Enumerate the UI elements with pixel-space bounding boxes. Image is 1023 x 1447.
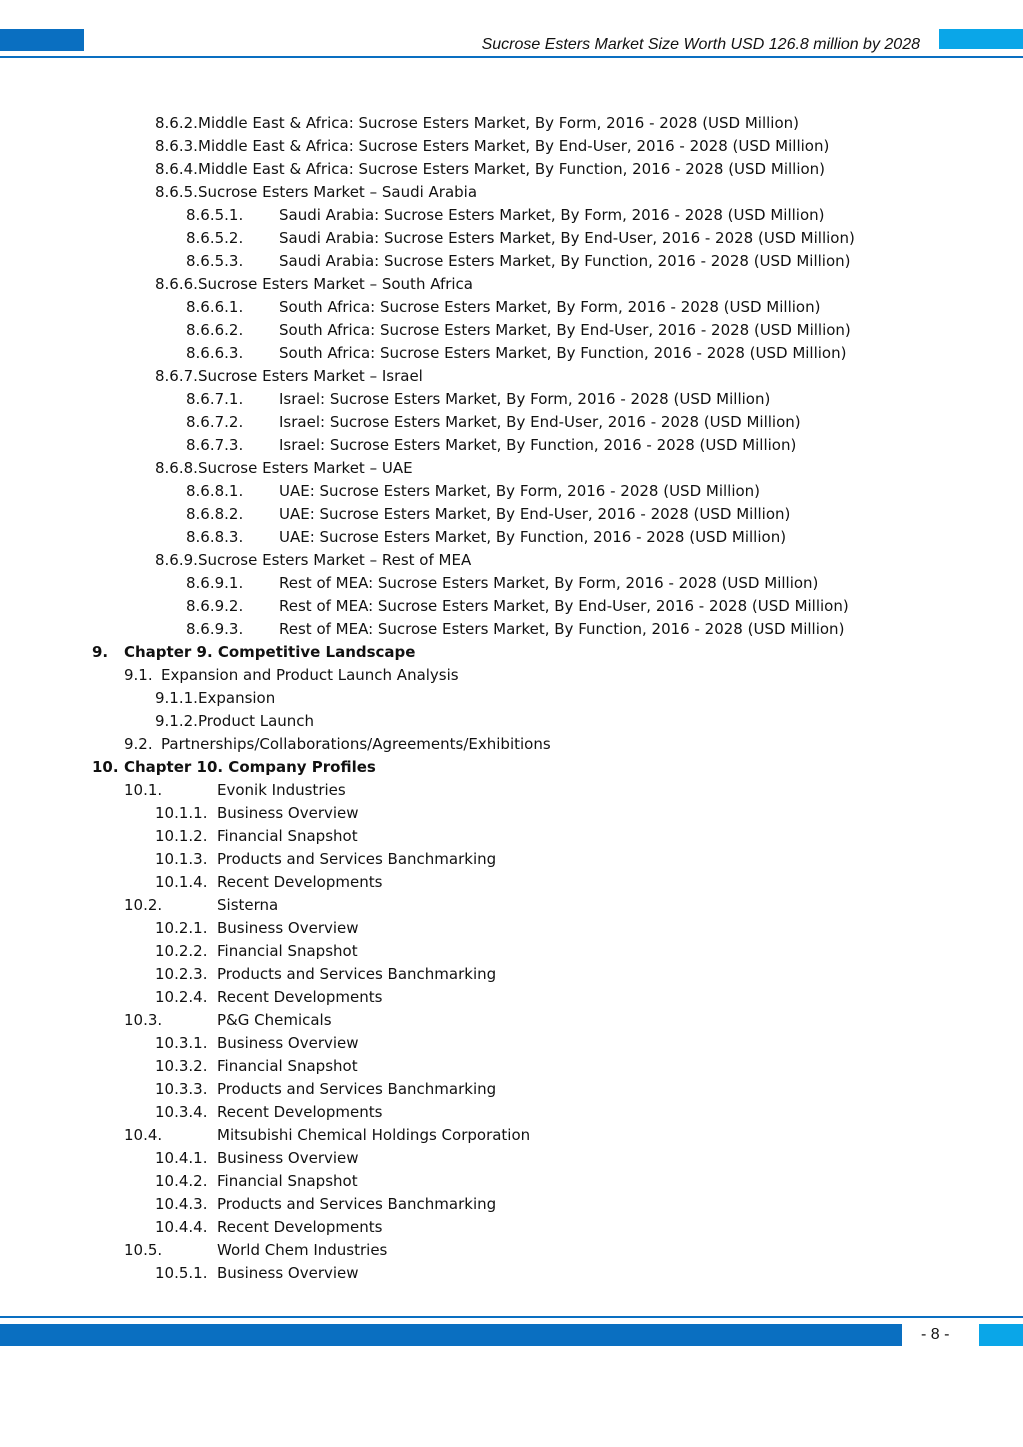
toc-entry [0, 756, 1023, 779]
toc-entry-title: UAE: Sucrose Esters Market, By End-User, 2016 - 2028 (USD Million) [279, 505, 791, 523]
toc-entry-title: Sucrose Esters Market – Rest of MEA [198, 551, 472, 569]
toc-entry [0, 273, 1023, 296]
toc-entry-title: Business Overview [217, 1034, 359, 1052]
toc-entry-number: 8.6.7.2. [186, 413, 244, 431]
toc-entry-number: 8.6.7. [155, 367, 198, 385]
toc-entry-title: World Chem Industries [217, 1241, 388, 1259]
toc-entry-title: Business Overview [217, 1264, 359, 1282]
toc-entry [0, 411, 1023, 434]
footer-accent-right [979, 1324, 1023, 1346]
toc-entry-title: Israel: Sucrose Esters Market, By Form, 2016 - 2028 (USD Million) [279, 390, 771, 408]
toc-entry-title: South Africa: Sucrose Esters Market, By Form, 2016 - 2028 (USD Million) [279, 298, 821, 316]
toc-entry [0, 940, 1023, 963]
toc-entry [0, 480, 1023, 503]
toc-entry-number: 9.1. [124, 666, 153, 684]
toc-entry-title: Sucrose Esters Market – Saudi Arabia [198, 183, 478, 201]
toc-entry-title: Sucrose Esters Market – Israel [198, 367, 423, 385]
toc-entry-title: Financial Snapshot [217, 1057, 358, 1075]
toc-entry-title: Rest of MEA: Sucrose Esters Market, By End-User, 2016 - 2028 (USD Million) [279, 597, 849, 615]
toc-entry [0, 1009, 1023, 1032]
header-rule [0, 56, 1023, 58]
toc-entry-title: Financial Snapshot [217, 827, 358, 845]
toc-entry-number: 9. [92, 643, 109, 661]
toc-entry [0, 457, 1023, 480]
toc-entry [0, 1147, 1023, 1170]
toc-entry-title: Israel: Sucrose Esters Market, By End-User, 2016 - 2028 (USD Million) [279, 413, 801, 431]
toc-entry-number: 8.6.8. [155, 459, 198, 477]
toc-entry-title: Expansion and Product Launch Analysis [161, 666, 459, 684]
toc-entry-title: UAE: Sucrose Esters Market, By Function, 2016 - 2028 (USD Million) [279, 528, 787, 546]
toc-entry [0, 250, 1023, 273]
toc-entry-number: 10.3.3. [155, 1080, 208, 1098]
toc-entry-number: 10.1.3. [155, 850, 208, 868]
toc-entry-title: Saudi Arabia: Sucrose Esters Market, By Function, 2016 - 2028 (USD Million) [279, 252, 851, 270]
toc-entry-number: 10.2.4. [155, 988, 208, 1006]
toc-entry [0, 158, 1023, 181]
toc-entry-number: 9.1.1. [155, 689, 198, 707]
toc-entry-title: Evonik Industries [217, 781, 346, 799]
toc-entry [0, 388, 1023, 411]
toc-entry-title: Saudi Arabia: Sucrose Esters Market, By Form, 2016 - 2028 (USD Million) [279, 206, 825, 224]
toc-entry [0, 664, 1023, 687]
toc-entry-number: 8.6.6.1. [186, 298, 244, 316]
toc-entry-title: South Africa: Sucrose Esters Market, By Function, 2016 - 2028 (USD Million) [279, 344, 847, 362]
toc-entry [0, 204, 1023, 227]
toc-entry-title: UAE: Sucrose Esters Market, By Form, 2016 - 2028 (USD Million) [279, 482, 761, 500]
toc-entry-number: 10.5. [124, 1241, 163, 1259]
toc-entry-number: 8.6.9.3. [186, 620, 244, 638]
toc-entry [0, 1078, 1023, 1101]
toc-entry [0, 779, 1023, 802]
toc-entry-number: 8.6.3. [155, 137, 198, 155]
toc-entry [0, 365, 1023, 388]
toc-entry-title: Recent Developments [217, 1218, 383, 1236]
toc-entry-number: 8.6.2. [155, 114, 198, 132]
toc-entry-number: 10.4. [124, 1126, 163, 1144]
toc-entry-title: Recent Developments [217, 873, 383, 891]
toc-entry [0, 135, 1023, 158]
toc-entry-number: 9.1.2. [155, 712, 198, 730]
header-accent-left [0, 29, 84, 51]
toc-entry [0, 1032, 1023, 1055]
toc-entry-title: Rest of MEA: Sucrose Esters Market, By Form, 2016 - 2028 (USD Million) [279, 574, 819, 592]
toc-entry-title: Products and Services Banchmarking [217, 1195, 497, 1213]
toc-entry [0, 963, 1023, 986]
toc-entry-title: Recent Developments [217, 988, 383, 1006]
toc-entry-number: 10. [92, 758, 119, 776]
toc-entry-number: 8.6.6.2. [186, 321, 244, 339]
toc-entry-title: Chapter 9. Competitive Landscape [124, 643, 416, 661]
toc-entry-number: 10.3.2. [155, 1057, 208, 1075]
toc-entry [0, 503, 1023, 526]
toc-entry-number: 8.6.8.3. [186, 528, 244, 546]
toc-entry-number: 10.1.4. [155, 873, 208, 891]
toc-entry-number: 8.6.4. [155, 160, 198, 178]
toc-entry-number: 8.6.5. [155, 183, 198, 201]
toc-entry-number: 10.1.2. [155, 827, 208, 845]
toc-entry [0, 434, 1023, 457]
toc-entry-title: Products and Services Banchmarking [217, 965, 497, 983]
table-of-contents [0, 112, 1023, 1285]
toc-entry-number: 10.4.3. [155, 1195, 208, 1213]
toc-entry-number: 8.6.9.2. [186, 597, 244, 615]
toc-entry-title: Products and Services Banchmarking [217, 850, 497, 868]
toc-entry [0, 1239, 1023, 1262]
toc-entry [0, 641, 1023, 664]
header-accent-right [939, 29, 1023, 49]
toc-entry [0, 710, 1023, 733]
toc-entry [0, 871, 1023, 894]
toc-entry [0, 802, 1023, 825]
toc-entry [0, 112, 1023, 135]
toc-entry [0, 549, 1023, 572]
toc-entry-title: Business Overview [217, 919, 359, 937]
toc-entry [0, 917, 1023, 940]
toc-entry [0, 572, 1023, 595]
toc-entry-title: Middle East & Africa: Sucrose Esters Market, By Function, 2016 - 2028 (USD Million) [198, 160, 826, 178]
toc-entry-title: Middle East & Africa: Sucrose Esters Market, By Form, 2016 - 2028 (USD Million) [198, 114, 800, 132]
toc-entry [0, 227, 1023, 250]
toc-entry-number: 8.6.6.3. [186, 344, 244, 362]
toc-entry-title: Business Overview [217, 1149, 359, 1167]
toc-entry [0, 687, 1023, 710]
toc-entry-title: Middle East & Africa: Sucrose Esters Market, By End-User, 2016 - 2028 (USD Million) [198, 137, 830, 155]
toc-entry-number: 8.6.8.2. [186, 505, 244, 523]
toc-entry-number: 10.2.2. [155, 942, 208, 960]
footer-rule [0, 1316, 1023, 1318]
toc-entry-number: 10.3. [124, 1011, 163, 1029]
toc-entry-title: Financial Snapshot [217, 1172, 358, 1190]
toc-entry [0, 1124, 1023, 1147]
toc-entry-number: 8.6.5.1. [186, 206, 244, 224]
toc-entry [0, 296, 1023, 319]
toc-entry [0, 894, 1023, 917]
toc-entry-number: 8.6.7.1. [186, 390, 244, 408]
toc-entry-number: 10.1.1. [155, 804, 208, 822]
toc-entry-number: 9.2. [124, 735, 153, 753]
toc-entry-title: Sucrose Esters Market – South Africa [198, 275, 473, 293]
toc-entry-title: Rest of MEA: Sucrose Esters Market, By Function, 2016 - 2028 (USD Million) [279, 620, 845, 638]
toc-entry-number: 10.4.1. [155, 1149, 208, 1167]
toc-entry-title: Recent Developments [217, 1103, 383, 1121]
toc-entry-title: Product Launch [198, 712, 315, 730]
toc-entry-number: 10.4.2. [155, 1172, 208, 1190]
toc-entry-number: 8.6.9. [155, 551, 198, 569]
toc-entry-title: Sucrose Esters Market – UAE [198, 459, 413, 477]
toc-entry-number: 8.6.9.1. [186, 574, 244, 592]
toc-entry-title: Sisterna [217, 896, 279, 914]
toc-entry-title: P&G Chemicals [217, 1011, 332, 1029]
toc-entry [0, 986, 1023, 1009]
toc-entry-number: 10.2.3. [155, 965, 208, 983]
toc-entry [0, 319, 1023, 342]
toc-entry-title: South Africa: Sucrose Esters Market, By End-User, 2016 - 2028 (USD Million) [279, 321, 851, 339]
toc-entry-title: Products and Services Banchmarking [217, 1080, 497, 1098]
toc-entry-title: Mitsubishi Chemical Holdings Corporation [217, 1126, 531, 1144]
toc-entry-title: Expansion [198, 689, 276, 707]
toc-entry-number: 8.6.6. [155, 275, 198, 293]
toc-entry-title: Partnerships/Collaborations/Agreements/Exhibitions [161, 735, 551, 753]
toc-entry [0, 1262, 1023, 1285]
toc-entry-title: Business Overview [217, 804, 359, 822]
toc-entry-title: Chapter 10. Company Profiles [124, 758, 376, 776]
toc-entry-title: Saudi Arabia: Sucrose Esters Market, By End-User, 2016 - 2028 (USD Million) [279, 229, 855, 247]
footer-bar [0, 1324, 902, 1346]
page-number: - 8 - [921, 1326, 950, 1343]
toc-entry [0, 1216, 1023, 1239]
toc-entry [0, 1055, 1023, 1078]
toc-entry-number: 10.3.4. [155, 1103, 208, 1121]
toc-entry-number: 8.6.7.3. [186, 436, 244, 454]
toc-entry [0, 595, 1023, 618]
toc-entry [0, 1101, 1023, 1124]
toc-entry-number: 10.2.1. [155, 919, 208, 937]
toc-entry-number: 10.5.1. [155, 1264, 208, 1282]
toc-entry-number: 10.4.4. [155, 1218, 208, 1236]
toc-entry-title: Israel: Sucrose Esters Market, By Function, 2016 - 2028 (USD Million) [279, 436, 797, 454]
toc-entry [0, 1193, 1023, 1216]
toc-entry-number: 10.2. [124, 896, 163, 914]
header-title: Sucrose Esters Market Size Worth USD 126.8 million by 2028 [481, 36, 920, 53]
toc-entry-number: 10.3.1. [155, 1034, 208, 1052]
toc-entry [0, 181, 1023, 204]
toc-entry [0, 848, 1023, 871]
toc-entry-title: Financial Snapshot [217, 942, 358, 960]
toc-entry [0, 825, 1023, 848]
toc-entry [0, 618, 1023, 641]
toc-entry [0, 733, 1023, 756]
toc-entry [0, 342, 1023, 365]
toc-entry [0, 526, 1023, 549]
toc-entry-number: 8.6.5.2. [186, 229, 244, 247]
toc-entry-number: 8.6.8.1. [186, 482, 244, 500]
toc-entry [0, 1170, 1023, 1193]
toc-entry-number: 10.1. [124, 781, 163, 799]
toc-entry-number: 8.6.5.3. [186, 252, 244, 270]
